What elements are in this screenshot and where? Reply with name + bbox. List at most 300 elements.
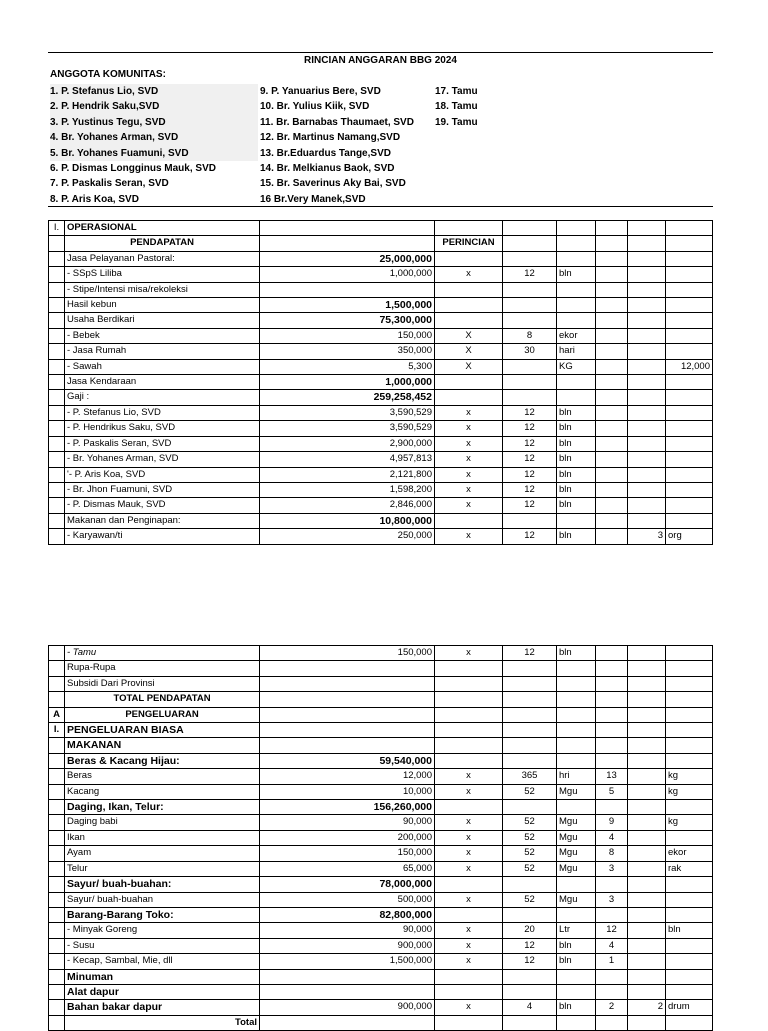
table-cell: TOTAL PENDAPATAN [65, 692, 260, 707]
table-cell: Alat dapur [65, 984, 260, 999]
table-cell [666, 892, 713, 907]
table-cell: 1,598,200 [260, 482, 435, 497]
table-cell [49, 421, 65, 436]
table-cell [596, 907, 628, 922]
table-cell: 52 [503, 815, 557, 830]
table-cell [596, 221, 628, 236]
table-cell [596, 800, 628, 815]
table-cell: 12 [503, 646, 557, 661]
table-cell [596, 1015, 628, 1030]
table-cell: - P. Stefanus Lio, SVD [65, 405, 260, 420]
table-row [49, 692, 713, 707]
table-cell: bln [557, 482, 596, 497]
table-cell [666, 267, 713, 282]
table-cell: Bahan bakar dapur [65, 1000, 260, 1015]
table-cell: Beras [65, 769, 260, 784]
table-cell [628, 938, 666, 953]
table-cell [435, 221, 503, 236]
table-cell [628, 984, 666, 999]
table-cell [628, 221, 666, 236]
table-cell [49, 251, 65, 266]
table-cell [435, 298, 503, 313]
table-cell [435, 800, 503, 815]
table-row [49, 467, 713, 482]
table-cell: x [435, 452, 503, 467]
table-cell: Mgu [557, 830, 596, 845]
table-cell [628, 390, 666, 405]
table-cell [628, 467, 666, 482]
table-cell [628, 800, 666, 815]
table-cell [596, 513, 628, 528]
table-cell [628, 815, 666, 830]
table-cell [503, 251, 557, 266]
table-cell: 12 [503, 267, 557, 282]
table-cell [49, 344, 65, 359]
table-cell: x [435, 769, 503, 784]
table-cell: - Sawah [65, 359, 260, 374]
table-cell: 52 [503, 830, 557, 845]
member-item: 8. P. Aris Koa, SVD [50, 193, 139, 205]
table-cell [628, 267, 666, 282]
table-cell [666, 907, 713, 922]
table-row [49, 646, 713, 661]
table-cell: bln [557, 267, 596, 282]
table-cell [260, 723, 435, 738]
table-cell [666, 984, 713, 999]
table-cell [596, 529, 628, 544]
table-row [49, 861, 713, 876]
table-cell [49, 482, 65, 497]
table-cell [49, 938, 65, 953]
table-cell [666, 482, 713, 497]
table-cell: X [435, 344, 503, 359]
table-cell [557, 221, 596, 236]
table-cell [628, 676, 666, 691]
member-item: 9. P. Yanuarius Bere, SVD [260, 86, 381, 97]
member-item: 12. Br. Martinus Namang,SVD [260, 132, 401, 144]
table-cell [666, 421, 713, 436]
table-cell: Mgu [557, 815, 596, 830]
table-cell [49, 861, 65, 876]
table-cell: - Susu [65, 938, 260, 953]
table-cell [628, 498, 666, 513]
table-cell [666, 877, 713, 892]
table-cell [628, 482, 666, 497]
table-cell: Daging babi [65, 815, 260, 830]
table-cell: x [435, 646, 503, 661]
table-cell [49, 328, 65, 343]
table-cell [557, 282, 596, 297]
table-cell: Ayam [65, 846, 260, 861]
table-cell [435, 877, 503, 892]
table-cell [557, 313, 596, 328]
table-cell [666, 954, 713, 969]
table-row [49, 1000, 713, 1015]
table-cell: org [666, 529, 713, 544]
table-cell [666, 298, 713, 313]
table-cell: 1,000,000 [260, 375, 435, 390]
table-cell [49, 676, 65, 691]
table-cell [503, 313, 557, 328]
table-cell: x [435, 1000, 503, 1015]
table-cell [503, 359, 557, 374]
table-cell: 52 [503, 784, 557, 799]
table-cell: PENDAPATAN [65, 236, 260, 251]
table-cell: 8 [596, 846, 628, 861]
document-header [48, 52, 713, 207]
table-cell [503, 877, 557, 892]
table-cell [503, 692, 557, 707]
table-cell: x [435, 923, 503, 938]
table-cell: 10,000 [260, 784, 435, 799]
table-cell [666, 1015, 713, 1030]
table-cell: 12 [503, 436, 557, 451]
table-cell [503, 969, 557, 984]
table-cell: 900,000 [260, 938, 435, 953]
table-cell: kg [666, 815, 713, 830]
table-cell: 4 [503, 1000, 557, 1015]
table-cell: 1,500,000 [260, 954, 435, 969]
table-cell: 156,260,000 [260, 800, 435, 815]
table-row [49, 923, 713, 938]
table-cell [596, 984, 628, 999]
table-cell [666, 344, 713, 359]
table-cell [596, 452, 628, 467]
table-cell [596, 676, 628, 691]
member-item: 11. Br. Barnabas Thaumaet, SVD [260, 116, 414, 128]
table-cell [628, 313, 666, 328]
table-cell [435, 723, 503, 738]
table-cell [628, 907, 666, 922]
table-cell [628, 861, 666, 876]
table-cell: Daging, Ikan, Telur: [65, 800, 260, 815]
table-cell [628, 769, 666, 784]
table-cell [666, 452, 713, 467]
table-cell: rak [666, 861, 713, 876]
table-cell [49, 892, 65, 907]
table-cell [435, 984, 503, 999]
table-cell [666, 498, 713, 513]
table-cell [435, 513, 503, 528]
table-cell: x [435, 467, 503, 482]
table-cell [628, 707, 666, 722]
table-cell: x [435, 892, 503, 907]
table-cell [435, 661, 503, 676]
table-cell: - Tamu [65, 646, 260, 661]
table-row [49, 236, 713, 251]
table-cell [628, 738, 666, 753]
table-cell [628, 753, 666, 768]
table-row [49, 421, 713, 436]
table-cell [49, 1000, 65, 1015]
table-cell [666, 661, 713, 676]
member-item: 6. P. Dismas Longginus Mauk, SVD [50, 163, 216, 175]
table-cell [666, 800, 713, 815]
table-cell: - Br. Yohanes Arman, SVD [65, 452, 260, 467]
table-cell: - Bebek [65, 328, 260, 343]
table-cell: 3 [596, 861, 628, 876]
table-cell [503, 723, 557, 738]
table-cell [435, 1015, 503, 1030]
table-cell: 52 [503, 892, 557, 907]
table-cell: Sayur/ buah-buahan: [65, 877, 260, 892]
table-cell [557, 661, 596, 676]
member-item: 4. Br. Yohanes Arman, SVD [50, 130, 258, 145]
member-item: 19. Tamu [435, 116, 478, 128]
table-cell [628, 513, 666, 528]
table-cell [503, 513, 557, 528]
table-cell [49, 452, 65, 467]
table-cell: Mgu [557, 846, 596, 861]
table-row [49, 298, 713, 313]
table-cell [503, 753, 557, 768]
table-cell: bln [557, 452, 596, 467]
table-cell: 12 [503, 405, 557, 420]
table-cell [49, 877, 65, 892]
table-cell: 20 [503, 923, 557, 938]
member-item: 3. P. Yustinus Tegu, SVD [50, 115, 258, 130]
table-cell [666, 723, 713, 738]
table-row [49, 452, 713, 467]
table-cell: x [435, 498, 503, 513]
table-row [49, 723, 713, 738]
member-item: 7. P. Paskalis Seran, SVD [50, 178, 169, 190]
table-cell: 12 [503, 421, 557, 436]
table-cell [557, 236, 596, 251]
table-cell: 10,800,000 [260, 513, 435, 528]
table-cell: Sayur/ buah-buahan [65, 892, 260, 907]
table-cell: 9 [596, 815, 628, 830]
table-cell: KG [557, 359, 596, 374]
table-cell [49, 661, 65, 676]
table-cell: 3 [628, 529, 666, 544]
table-cell [628, 661, 666, 676]
table-cell [260, 1015, 435, 1030]
table-cell: 5 [596, 784, 628, 799]
table-cell: Jasa Kendaraan [65, 375, 260, 390]
table-cell: 350,000 [260, 344, 435, 359]
table-cell: ekor [666, 846, 713, 861]
table-cell: 4,957,813 [260, 452, 435, 467]
table-row [49, 1015, 713, 1030]
table-cell [557, 969, 596, 984]
table-cell [596, 436, 628, 451]
table-row [49, 830, 713, 845]
table-cell [435, 375, 503, 390]
table-cell: kg [666, 769, 713, 784]
table-cell [503, 800, 557, 815]
table-cell: 12 [503, 498, 557, 513]
table-cell: bln [557, 954, 596, 969]
table-cell [628, 923, 666, 938]
table-cell [666, 738, 713, 753]
table-cell [596, 359, 628, 374]
table-cell: Mgu [557, 892, 596, 907]
table-cell [596, 467, 628, 482]
table-cell [260, 738, 435, 753]
table-cell: 900,000 [260, 1000, 435, 1015]
table-cell: 13 [596, 769, 628, 784]
table-cell [628, 298, 666, 313]
table-cell [557, 251, 596, 266]
table-cell: 1,500,000 [260, 298, 435, 313]
table-cell: 150,000 [260, 646, 435, 661]
table-cell [557, 1015, 596, 1030]
table-cell: Telur [65, 861, 260, 876]
table-row [49, 221, 713, 236]
table-cell: x [435, 954, 503, 969]
table-cell: 59,540,000 [260, 753, 435, 768]
table-cell: bln [557, 498, 596, 513]
table-row [49, 405, 713, 420]
table-cell [557, 513, 596, 528]
table-cell [557, 753, 596, 768]
table-cell: - P. Dismas Mauk, SVD [65, 498, 260, 513]
table-cell: 52 [503, 846, 557, 861]
table-cell [666, 707, 713, 722]
members-col-2 [260, 84, 414, 207]
member-item: 2. P. Hendrik Saku,SVD [50, 99, 258, 114]
table-cell: PENGELUARAN [65, 707, 260, 722]
budget-table-expense [48, 645, 713, 1031]
table-row [49, 436, 713, 451]
table-cell [49, 267, 65, 282]
table-cell: Minuman [65, 969, 260, 984]
table-cell [666, 236, 713, 251]
table-cell: 12,000 [260, 769, 435, 784]
table-cell: 12 [503, 482, 557, 497]
table-cell [503, 907, 557, 922]
table-cell: 12 [503, 529, 557, 544]
table-cell: Total [65, 1015, 260, 1030]
table-cell [628, 436, 666, 451]
table-cell [260, 236, 435, 251]
table-cell [435, 907, 503, 922]
table-cell: 500,000 [260, 892, 435, 907]
table-cell [435, 753, 503, 768]
table-cell [596, 421, 628, 436]
table-cell: 150,000 [260, 328, 435, 343]
table-cell [596, 661, 628, 676]
table-cell [596, 344, 628, 359]
table-cell [49, 467, 65, 482]
table-cell [49, 830, 65, 845]
table-cell [666, 753, 713, 768]
table-cell [557, 738, 596, 753]
table-cell: PENGELUARAN BIASA [65, 723, 260, 738]
table-cell: 90,000 [260, 815, 435, 830]
table-cell [596, 738, 628, 753]
table-cell [49, 375, 65, 390]
table-cell: OPERASIONAL [65, 221, 260, 236]
table-row [49, 344, 713, 359]
member-item: 18. Tamu [435, 101, 478, 113]
table-cell [596, 390, 628, 405]
table-cell: Jasa Pelayanan Pastoral: [65, 251, 260, 266]
table-cell [628, 877, 666, 892]
table-cell: 8 [503, 328, 557, 343]
table-cell [666, 282, 713, 297]
table-cell [49, 800, 65, 815]
table-cell: I. [49, 221, 65, 236]
table-cell [49, 907, 65, 922]
table-cell [596, 375, 628, 390]
table-cell [435, 282, 503, 297]
table-cell [628, 692, 666, 707]
table-cell: - Karyawan/ti [65, 529, 260, 544]
table-cell [596, 405, 628, 420]
table-cell [596, 877, 628, 892]
table-cell [628, 282, 666, 297]
member-item: 17. Tamu [435, 86, 478, 97]
table-cell: ekor [557, 328, 596, 343]
table-cell: x [435, 482, 503, 497]
table-cell [260, 984, 435, 999]
table-row [49, 846, 713, 861]
table-cell [503, 375, 557, 390]
table-cell [49, 646, 65, 661]
table-cell: bln [557, 467, 596, 482]
table-cell: Ikan [65, 830, 260, 845]
table-cell: I. [49, 723, 65, 738]
table-cell: bln [557, 405, 596, 420]
table-row [49, 954, 713, 969]
table-cell: hari [557, 344, 596, 359]
table-cell: 1,000,000 [260, 267, 435, 282]
table-cell [260, 282, 435, 297]
table-row [49, 907, 713, 922]
table-cell [596, 282, 628, 297]
table-cell [666, 390, 713, 405]
table-cell: 4 [596, 830, 628, 845]
member-item: 10. Br. Yulius Kiik, SVD [260, 101, 370, 113]
table-cell: bln [557, 529, 596, 544]
table-cell: - Kecap, Sambal, Mie, dll [65, 954, 260, 969]
table-cell [557, 723, 596, 738]
table-cell: - Minyak Goreng [65, 923, 260, 938]
table-row [49, 784, 713, 799]
table-cell [628, 969, 666, 984]
table-cell [628, 236, 666, 251]
table-cell: 365 [503, 769, 557, 784]
table-cell [49, 529, 65, 544]
table-cell: X [435, 359, 503, 374]
table-cell [49, 738, 65, 753]
table-cell [628, 830, 666, 845]
budget-table-income [48, 220, 713, 545]
table-cell: 3,590,529 [260, 421, 435, 436]
table-cell [596, 482, 628, 497]
table-cell: x [435, 436, 503, 451]
table-cell [49, 498, 65, 513]
table-cell: 3 [596, 892, 628, 907]
table-cell [503, 707, 557, 722]
table-cell [666, 436, 713, 451]
table-cell: x [435, 267, 503, 282]
table-row [49, 267, 713, 282]
table-row [49, 375, 713, 390]
table-cell [628, 344, 666, 359]
table-row [49, 815, 713, 830]
table-cell [49, 405, 65, 420]
table-cell: - P. Hendrikus Saku, SVD [65, 421, 260, 436]
table-cell [628, 846, 666, 861]
table-cell [596, 692, 628, 707]
table-cell [260, 661, 435, 676]
table-cell [557, 707, 596, 722]
member-item: 13. Br.Eduardus Tange,SVD [260, 147, 391, 159]
table-cell [666, 938, 713, 953]
